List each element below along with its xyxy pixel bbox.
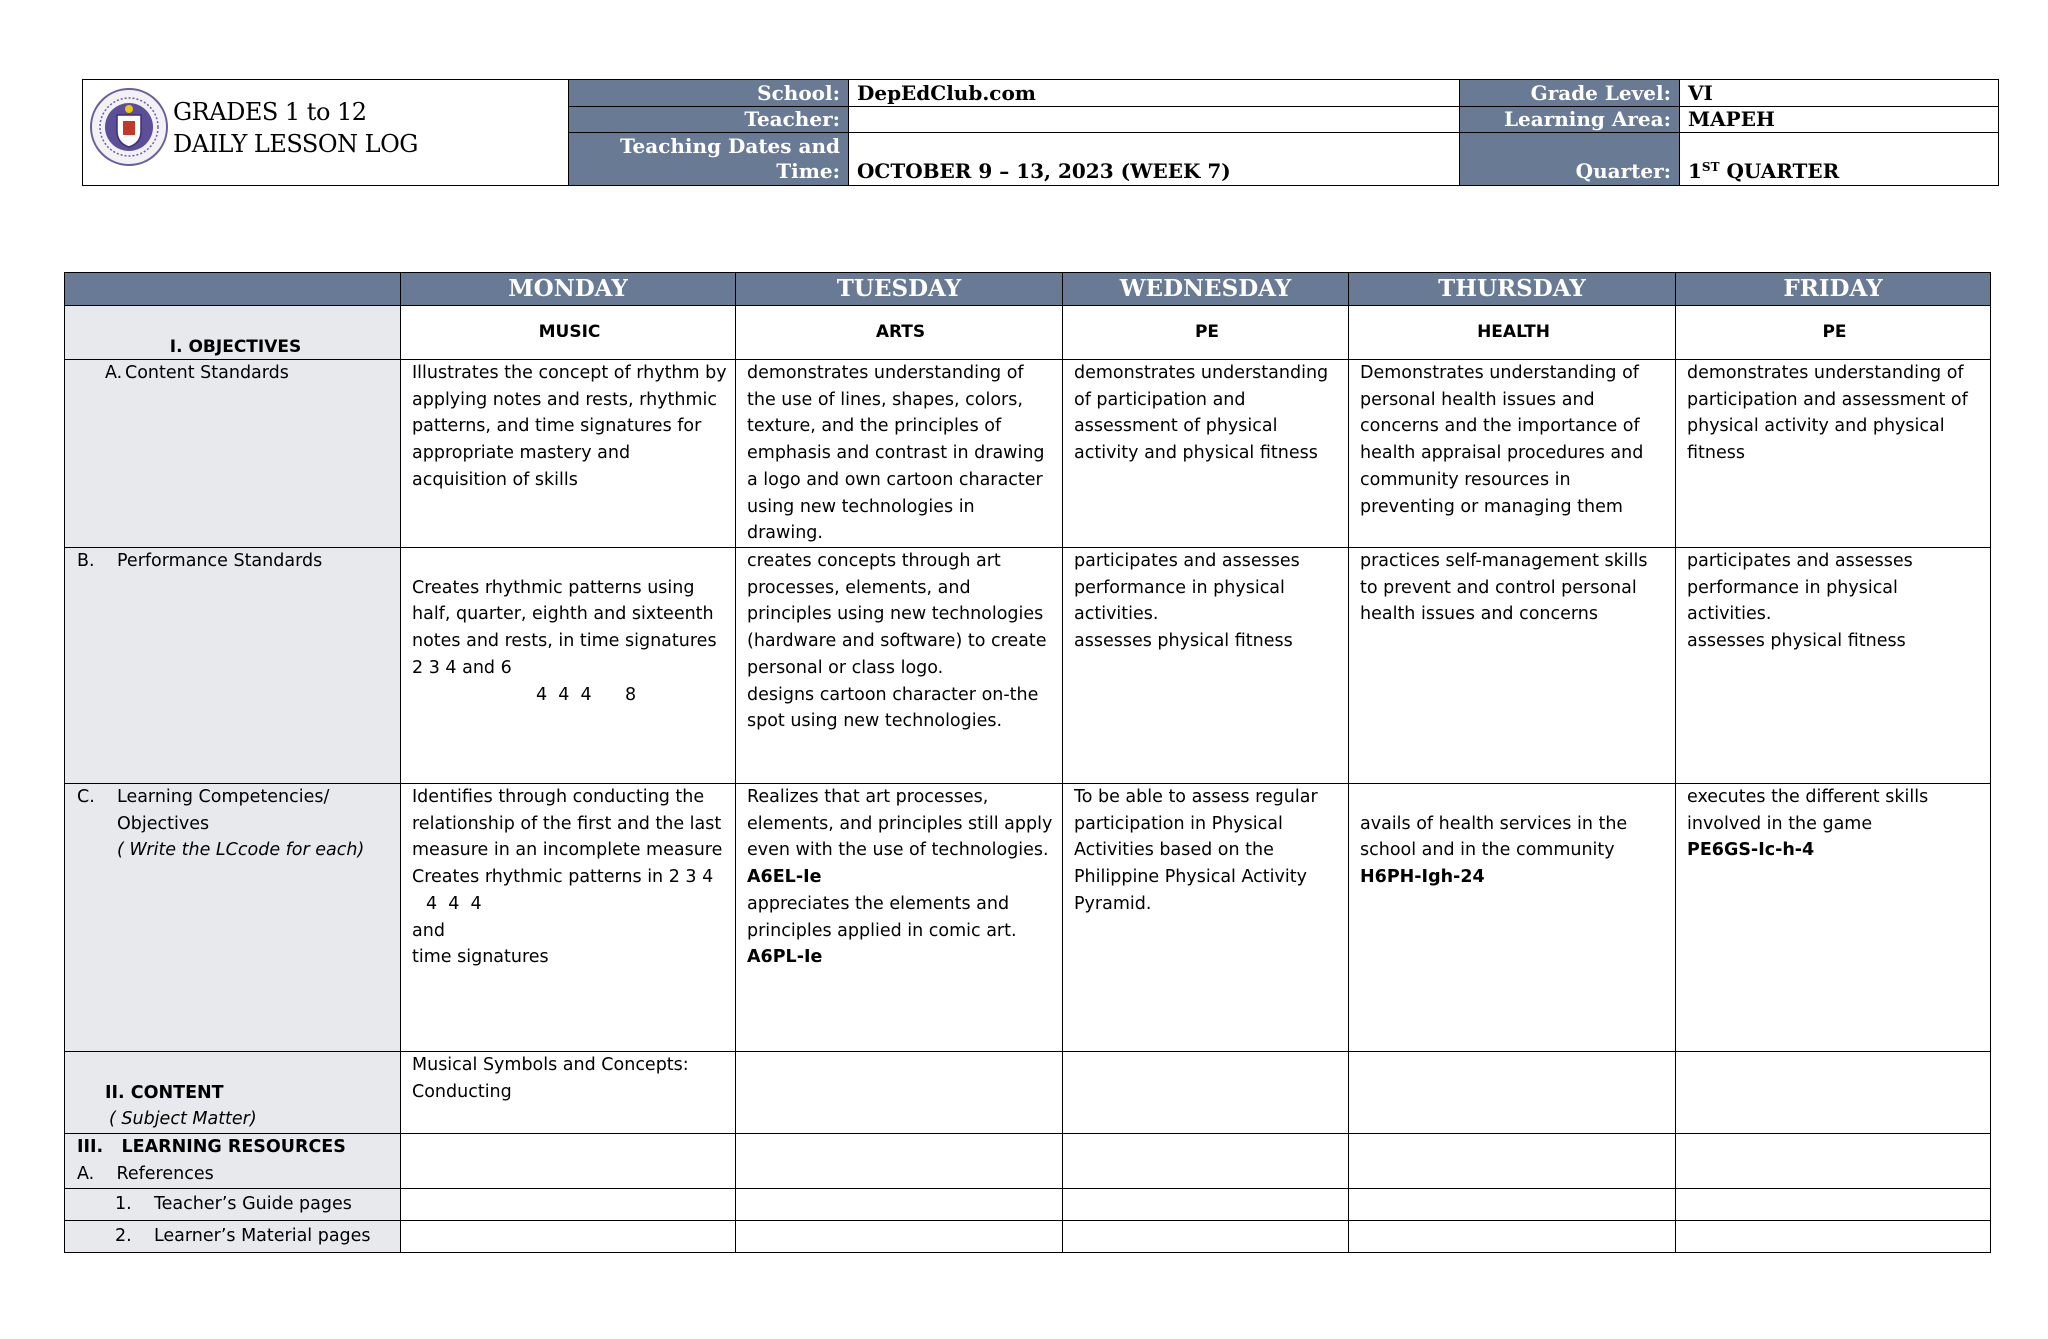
content-standards-monday: Illustrates the concept of rhythm by applying notes and rests, rhythmic patterns, and time signatures for appropriate mastery and acquisition of skills (401, 360, 736, 548)
learners-material-wednesday (1063, 1221, 1349, 1253)
grade-level-value[interactable]: VI (1680, 80, 1999, 107)
learners-material-tuesday (736, 1221, 1063, 1253)
day-header-blank (65, 273, 401, 306)
subject-row (65, 306, 1991, 360)
learners-material-label-text: 2. Learner’s Material pages (115, 1226, 371, 1247)
teachers-guide-friday (1676, 1189, 1991, 1221)
content-standards-thursday: Demonstrates understanding of personal health issues and concerns and the importance of health appraisal procedures and community resources in preventing or managing them (1349, 360, 1676, 548)
performance-friday-text-2: assesses physical fitness (1687, 631, 1906, 652)
performance-tuesday-text-2: designs cartoon character on-the spot using new technologies. (747, 684, 1039, 732)
learning-area-label: Learning Area: (1460, 107, 1680, 133)
header-title-line2: DAILY LESSON LOG (173, 130, 418, 158)
competencies-friday (1676, 784, 1991, 1052)
performance-monday-time-signature: 4 4 4 8 (536, 684, 637, 705)
content-label-1: II. CONTENT (105, 1082, 224, 1103)
teachers-guide-label-text: 1. Teacher’s Guide pages (115, 1194, 352, 1215)
competencies-monday-2: Creates rhythmic patterns in 2 3 4 (412, 867, 714, 888)
teaching-dates-value[interactable]: OCTOBER 9 – 13, 2023 (WEEK 7) (849, 133, 1460, 186)
teachers-guide-thursday (1349, 1189, 1676, 1221)
teaching-dates-label-line1: Teaching Dates and (619, 134, 840, 158)
learners-material-thursday (1349, 1221, 1676, 1253)
content-standards-letter: A. (105, 363, 123, 383)
competencies-monday-1: Identifies through conducting the relationship of the first and the last measure in an incomplete measure (412, 787, 723, 861)
competencies-wednesday: To be able to assess regular participation in Physical Activities based on the Philippine Physical Activity Pyramid. (1063, 784, 1349, 1052)
competencies-tuesday (736, 784, 1063, 1052)
competencies-tuesday-code-2: A6PL-Ie (747, 947, 823, 968)
teachers-guide-tuesday (736, 1189, 1063, 1221)
competencies-monday-3: 4 4 4 (426, 893, 482, 914)
performance-monday-text: Creates rhythmic patterns using half, quarter, eighth and sixteenth notes and rests, in time signatures 2 3 4 and 6 (412, 577, 717, 678)
content-thursday (1349, 1052, 1676, 1134)
competencies-thursday (1349, 784, 1676, 1052)
quarter-word: QUARTER (1719, 159, 1840, 183)
resources-label-2: A. References (77, 1163, 214, 1184)
performance-standards-friday (1676, 548, 1991, 784)
competencies-monday-5: time signatures (412, 947, 549, 968)
content-row (65, 1052, 1991, 1134)
teachers-guide-label (65, 1189, 401, 1221)
performance-standards-wednesday (1063, 548, 1349, 784)
resources-tuesday (736, 1134, 1063, 1189)
teachers-guide-monday (401, 1189, 736, 1221)
content-label-2: ( Subject Matter) (109, 1109, 257, 1130)
school-label: School: (569, 80, 849, 107)
learners-material-monday (401, 1221, 736, 1253)
day-header-thursday: THURSDAY (1349, 273, 1676, 306)
performance-standards-letter: B. (77, 551, 95, 571)
learners-material-row (65, 1221, 1991, 1253)
resources-label-1: III. LEARNING RESOURCES (77, 1137, 346, 1157)
quarter-suffix: ST (1701, 160, 1720, 174)
competencies-tuesday-2: appreciates the elements and principles applied in comic art. (747, 893, 1017, 941)
learners-material-friday (1676, 1221, 1991, 1253)
competencies-letter: C. (77, 787, 95, 807)
performance-standards-text: Performance Standards (117, 551, 323, 571)
day-header-friday: FRIDAY (1676, 273, 1991, 306)
competencies-friday-code: PE6GS-Ic-h-4 (1687, 840, 1815, 861)
teaching-dates-label (569, 133, 849, 186)
competencies-monday-4: and (412, 920, 445, 941)
performance-standards-thursday: practices self-management skills to prevent and control personal health issues and concerns (1349, 548, 1676, 784)
content-standards-label (65, 360, 401, 548)
quarter-label: Quarter: (1460, 133, 1680, 186)
content-label (65, 1052, 401, 1134)
content-standards-friday: demonstrates understanding of participation and assessment of physical activity and physical fitness (1676, 360, 1991, 548)
subject-tuesday: ARTS (736, 306, 1063, 360)
teachers-guide-wednesday (1063, 1189, 1349, 1221)
resources-thursday (1349, 1134, 1676, 1189)
competencies-monday (401, 784, 736, 1052)
quarter-number: 1 (1688, 159, 1702, 183)
performance-friday-text: participates and assesses performance in physical activities. (1687, 551, 1913, 625)
competencies-thursday-code: H6PH-Igh-24 (1360, 867, 1485, 888)
competencies-tuesday-code-1: A6EL-Ie (747, 867, 822, 888)
resources-monday (401, 1134, 736, 1189)
school-value[interactable]: DepEdClub.com (849, 80, 1460, 107)
subject-monday: MUSIC (401, 306, 736, 360)
performance-wednesday-text-2: assesses physical fitness (1074, 631, 1293, 652)
content-standards-wednesday: demonstrates understanding of participation and assessment of physical activity and physical fitness (1063, 360, 1349, 548)
header-title-line1: GRADES 1 to 12 (173, 98, 367, 126)
content-monday: Musical Symbols and Concepts: Conducting (401, 1052, 736, 1134)
quarter-value[interactable] (1680, 133, 1999, 186)
teaching-dates-label-line2: Time: (776, 159, 840, 183)
teachers-guide-row (65, 1189, 1991, 1221)
deped-seal-icon (89, 87, 169, 167)
learners-material-label (65, 1221, 401, 1253)
header-logo-cell (83, 80, 569, 186)
resources-wednesday (1063, 1134, 1349, 1189)
content-wednesday (1063, 1052, 1349, 1134)
subject-wednesday: PE (1063, 306, 1349, 360)
content-friday (1676, 1052, 1991, 1134)
performance-standards-label (65, 548, 401, 784)
subject-thursday: HEALTH (1349, 306, 1676, 360)
subject-friday: PE (1676, 306, 1991, 360)
day-header-tuesday: TUESDAY (736, 273, 1063, 306)
day-header-wednesday: WEDNESDAY (1063, 273, 1349, 306)
performance-standards-row (65, 548, 1991, 784)
competencies-friday-text: executes the different skills involved in the game (1687, 787, 1929, 834)
grade-level-label: Grade Level: (1460, 80, 1680, 107)
competencies-tuesday-1: Realizes that art processes, elements, and principles still apply even with the use of technologies. (747, 787, 1053, 861)
day-header-row (65, 273, 1991, 306)
teacher-label: Teacher: (569, 107, 849, 133)
performance-standards-tuesday (736, 548, 1063, 784)
competencies-label (65, 784, 401, 1052)
resources-label (65, 1134, 401, 1189)
teacher-value[interactable] (849, 107, 1460, 133)
learning-area-value[interactable]: MAPEH (1680, 107, 1999, 133)
competencies-text-2: Objectives (117, 813, 210, 834)
objectives-heading: I. OBJECTIVES (65, 306, 401, 360)
header-table (82, 79, 1999, 186)
content-standards-row (65, 360, 1991, 548)
resources-row (65, 1134, 1991, 1189)
competencies-text-1: Learning Competencies/ (117, 787, 330, 807)
competencies-text-3: ( Write the LCcode for each) (117, 840, 365, 861)
performance-tuesday-text: creates concepts through art processes, elements, and principles using new technologies (hardware and software) to create personal or class logo. (747, 551, 1047, 678)
content-standards-text: Content Standards (125, 363, 289, 383)
competencies-row (65, 784, 1991, 1052)
day-header-monday: MONDAY (401, 273, 736, 306)
performance-standards-monday (401, 548, 736, 784)
resources-friday (1676, 1134, 1991, 1189)
content-standards-tuesday: demonstrates understanding of the use of lines, shapes, colors, texture, and the principles of emphasis and contrast in drawing a logo and own cartoon character using new technologies in drawing. (736, 360, 1063, 548)
content-tuesday (736, 1052, 1063, 1134)
lesson-log-table (64, 272, 1991, 1253)
performance-wednesday-text: participates and assesses performance in physical activities. (1074, 551, 1300, 625)
competencies-thursday-text: avails of health services in the school and in the community (1360, 813, 1628, 861)
